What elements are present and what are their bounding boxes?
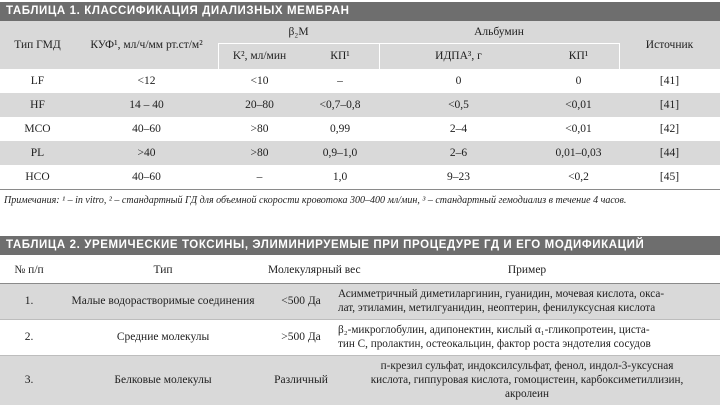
cell-idpa: <0,5 (379, 93, 538, 117)
cell-source: [42] (659, 122, 680, 135)
example-line: п-крезил сульфат, индоксилсульфат, фенол, индол-3-уксусная (380, 360, 674, 372)
cell-idpa: 9–23 (447, 170, 470, 183)
cell-example (334, 355, 720, 405)
cell-type: HCO (25, 170, 50, 183)
table1-title: ТАБЛИЦА 1. КЛАССИФИКАЦИЯ ДИАЛИЗНЫХ МЕМБРАН (0, 2, 720, 21)
header-divider (619, 43, 620, 69)
example-line: акролеин (505, 388, 549, 400)
cell-type: HF (0, 93, 75, 117)
table1-bottom-rule (0, 189, 720, 190)
table-row (0, 319, 720, 355)
cell-num: 2. (24, 330, 34, 343)
table2 (0, 257, 720, 405)
cell-k: >80 (218, 141, 301, 165)
cell-source: [41] (659, 74, 680, 87)
header-divider (218, 43, 620, 44)
row-divider (0, 319, 720, 320)
cell-kp-alb: <0,01 (538, 93, 619, 117)
cell-kuf: >40 (75, 141, 218, 165)
header-kuf: КУФ¹, мл/ч/мм рт.ст/м² (75, 21, 218, 69)
cell-kp-alb: 0 (575, 74, 582, 87)
cell-kp-b2m: <0,7–0,8 (301, 93, 379, 117)
cell-k: 20–80 (218, 93, 301, 117)
header-divider (218, 43, 219, 69)
example-line: β₂-микроглобулин, адипонектин, кислый α₁-гликопротеин, циста- (338, 324, 650, 336)
header-albumin: Альбумин (379, 21, 619, 43)
header-idpa: ИДПА³, г (379, 43, 538, 69)
cell-example (334, 319, 720, 355)
table1-note: Примечания: ¹ – in vitro, ² – стандартный ГД для объемной скорости кровотока 300–400 мл/мин, ³ – стандартный гемодиализ в течение 4 часов. (4, 195, 627, 206)
header-type: Тип ГМД (0, 21, 75, 69)
cell-type: Средние молекулы (116, 330, 210, 343)
cell-kuf: 40–60 (132, 122, 161, 135)
header-example: Пример (507, 263, 547, 276)
header-divider (379, 43, 380, 69)
table-row (0, 117, 720, 141)
cell-type: Белковые молекулы (58, 355, 268, 405)
header-b2m: β₂М (218, 21, 379, 43)
cell-k: >80 (250, 122, 269, 135)
cell-source: [41] (619, 93, 720, 117)
example-line: лат, этиламин, метилгуанидин, неоптерин, фенилуксусная кислота (338, 302, 656, 314)
table1 (0, 21, 720, 189)
cell-k: <10 (250, 74, 269, 87)
cell-kuf: <12 (137, 74, 156, 87)
row-divider (0, 355, 720, 356)
cell-example (334, 283, 720, 319)
header-num: № п/п (14, 263, 44, 276)
cell-num: 3. (0, 355, 58, 405)
table-row (0, 93, 720, 117)
example-line: тин С, пролактин, остеокальцин, фактор роста эндотелия сосудов (338, 338, 651, 350)
cell-kp-alb: 0,01–0,03 (538, 141, 619, 165)
example-line: кислота, гиппуровая кислота, гомоцистеин, карбоксиметиллизин, (370, 374, 684, 386)
cell-kuf: 40–60 (132, 170, 161, 183)
cell-type: LF (30, 74, 45, 87)
cell-source: [45] (659, 170, 680, 183)
cell-k: – (256, 170, 263, 183)
cell-source: [44] (619, 141, 720, 165)
header-type: Тип (153, 263, 173, 276)
cell-kp-alb: <0,01 (565, 122, 592, 135)
table-row (0, 165, 720, 189)
cell-idpa: 0 (455, 74, 462, 87)
header-kp-b2m: КП¹ (301, 43, 379, 69)
cell-type: PL (0, 141, 75, 165)
header-mw: Молекулярный вес (268, 263, 361, 276)
cell-type: Малые водорастворимые соединения (58, 283, 268, 319)
cell-mw: >500 Да (281, 330, 321, 343)
table2-title: ТАБЛИЦА 2. УРЕМИЧЕСКИЕ ТОКСИНЫ, ЭЛИМИНИРУЕМЫЕ ПРИ ПРОЦЕДУРЕ ГД И ЕГО МОДИФИКАЦИЙ (0, 236, 720, 255)
table2-header-rule (0, 283, 720, 284)
header-k: K², мл/мин (218, 43, 301, 69)
header-kp-alb: КП¹ (538, 43, 619, 69)
cell-kp-b2m: 0,99 (329, 122, 351, 135)
cell-mw: <500 Да (268, 283, 334, 319)
table-row (0, 69, 720, 93)
cell-kp-b2m: 0,9–1,0 (301, 141, 379, 165)
header-source: Источник (619, 21, 720, 69)
cell-idpa: 2–4 (449, 122, 468, 135)
table-row (0, 355, 720, 405)
cell-kuf: 14 – 40 (75, 93, 218, 117)
cell-mw: Различный (268, 355, 334, 405)
cell-num: 1. (0, 283, 58, 319)
cell-kp-b2m: 1,0 (332, 170, 348, 183)
table-row (0, 283, 720, 319)
cell-kp-alb: <0,2 (568, 170, 589, 183)
table-row (0, 141, 720, 165)
cell-kp-b2m: – (337, 74, 343, 87)
cell-type: MCO (24, 122, 51, 135)
cell-idpa: 2–6 (379, 141, 538, 165)
example-line: Асимметричный диметиларгинин, гуанидин, мочевая кислота, окса- (338, 288, 665, 300)
